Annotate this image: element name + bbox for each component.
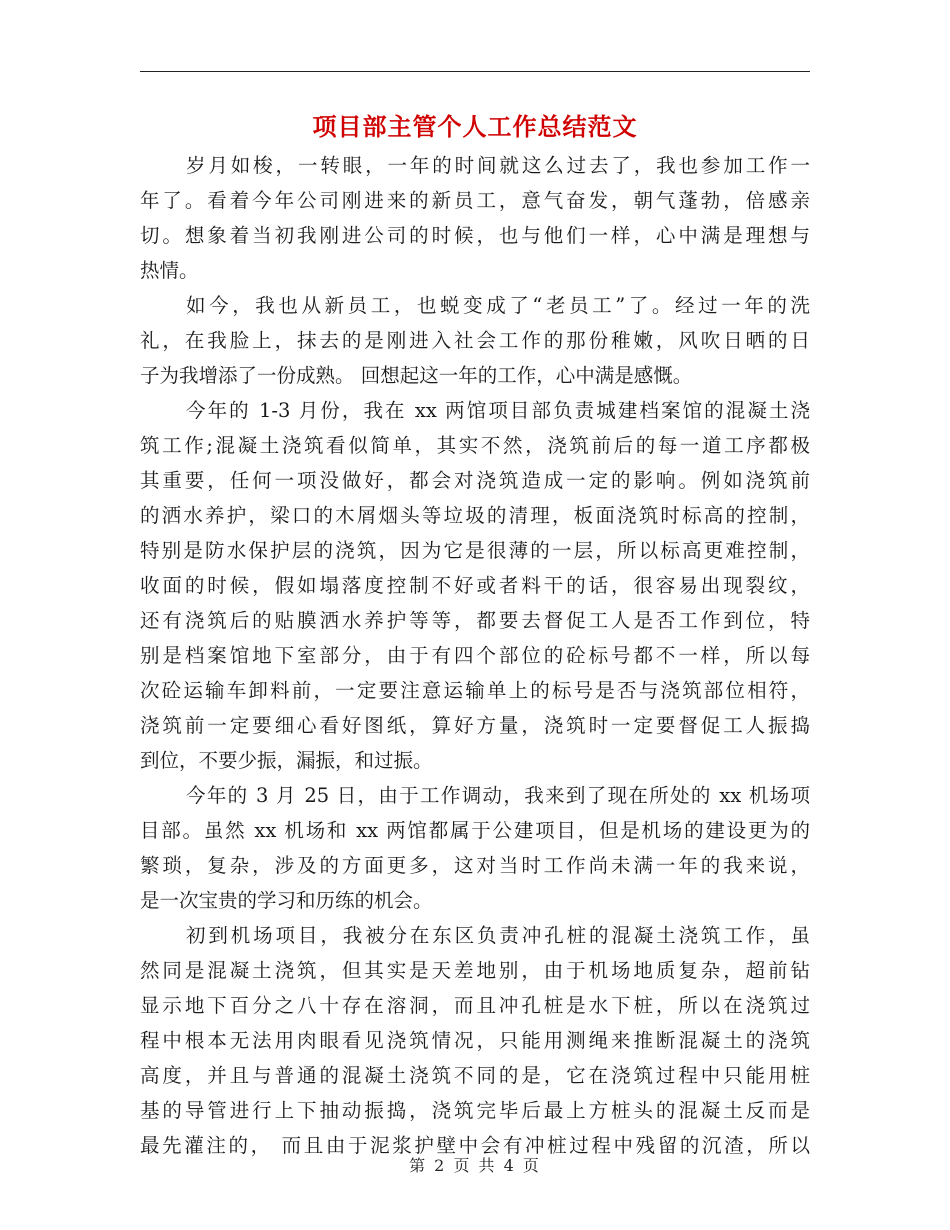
body-line: 今年的 3 月 25 日，由于工作调动，我来到了现在所处的 xx 机场项 — [186, 784, 810, 807]
body-line: 显示地下百分之八十存在溶洞，而且冲孔桩是水下桩，所以在浇筑过 — [140, 994, 810, 1017]
body-line: 礼，在我脸上，抹去的是刚进入社会工作的那份稚嫩，风吹日晒的日 — [140, 329, 810, 352]
body-line: 是一次宝贵的学习和历练的机会。 — [140, 889, 433, 912]
body-line: 别是档案馆地下室部分，由于有四个部位的砼标号都不一样，所以每 — [140, 644, 810, 667]
body-line: 如今，我也从新员工，也蜕变成了“老员工”了。经过一年的洗 — [186, 294, 810, 317]
body-line: 特别是防水保护层的浇筑，因为它是很薄的一层，所以标高更难控制， — [140, 539, 810, 562]
body-line: 切。想象着当初我刚进公司的时候，也与他们一样，心中满是理想与 — [140, 224, 810, 247]
body-line: 还有浇筑后的贴膜洒水养护等等，都要去督促工人是否工作到位，特 — [140, 609, 810, 632]
document-title: 项目部主管个人工作总结范文 — [312, 112, 638, 141]
page-footer: 第 2 页 共 4 页 — [409, 1156, 541, 1175]
body-line: 浇筑前一定要细心看好图纸，算好方量，浇筑时一定要督促工人振捣 — [140, 714, 810, 737]
body-line: 筑工作;混凝土浇筑看似简单，其实不然，浇筑前后的每一道工序都极 — [140, 434, 810, 457]
body-line: 基的导管进行上下抽动振捣，浇筑完毕后最上方桩头的混凝土反而是 — [140, 1099, 810, 1122]
body-line: 到位，不要少振，漏振，和过振。 — [140, 749, 433, 772]
body-line: 岁月如梭，一转眼，一年的时间就这么过去了，我也参加工作一 — [186, 154, 810, 177]
body-line: 初到机场项目，我被分在东区负责冲孔桩的混凝土浇筑工作，虽 — [186, 924, 810, 947]
body-line: 程中根本无法用肉眼看见浇筑情况，只能用测绳来推断混凝土的浇筑 — [140, 1029, 810, 1052]
body-line: 年了。看着今年公司刚进来的新员工，意气奋发，朝气蓬勃，倍感亲 — [140, 189, 810, 212]
body-line: 最先灌注的， 而且由于泥浆护壁中会有冲桩过程中残留的沉渣，所以 — [140, 1134, 810, 1157]
body-line: 然同是混凝土浇筑，但其实是天差地别，由于机场地质复杂，超前钻 — [140, 959, 810, 982]
body-line: 繁琐，复杂，涉及的方面更多，这对当时工作尚未满一年的我来说， — [140, 854, 810, 877]
body-line: 今年的 1-3 月份，我在 xx 两馆项目部负责城建档案馆的混凝土浇 — [186, 399, 810, 422]
body-line: 收面的时候，假如塌落度控制不好或者料干的话，很容易出现裂纹， — [140, 574, 810, 597]
body-line: 其重要，任何一项没做好，都会对浇筑造成一定的影响。例如浇筑前 — [140, 469, 810, 492]
body-line: 子为我增添了一份成熟。 回想起这一年的工作，心中满是感慨。 — [140, 364, 693, 387]
document-body — [140, 148, 810, 1163]
header-rule — [140, 71, 810, 72]
body-line: 的洒水养护，梁口的木屑烟头等垃圾的清理，板面浇筑时标高的控制， — [140, 504, 810, 527]
body-line: 次砼运输车卸料前，一定要注意运输单上的标号是否与浇筑部位相符， — [140, 679, 810, 702]
body-line: 高度，并且与普通的混凝土浇筑不同的是，它在浇筑过程中只能用桩 — [140, 1064, 810, 1087]
body-line: 热情。 — [140, 259, 199, 282]
body-line: 目部。虽然 xx 机场和 xx 两馆都属于公建项目，但是机场的建设更为的 — [140, 819, 810, 842]
